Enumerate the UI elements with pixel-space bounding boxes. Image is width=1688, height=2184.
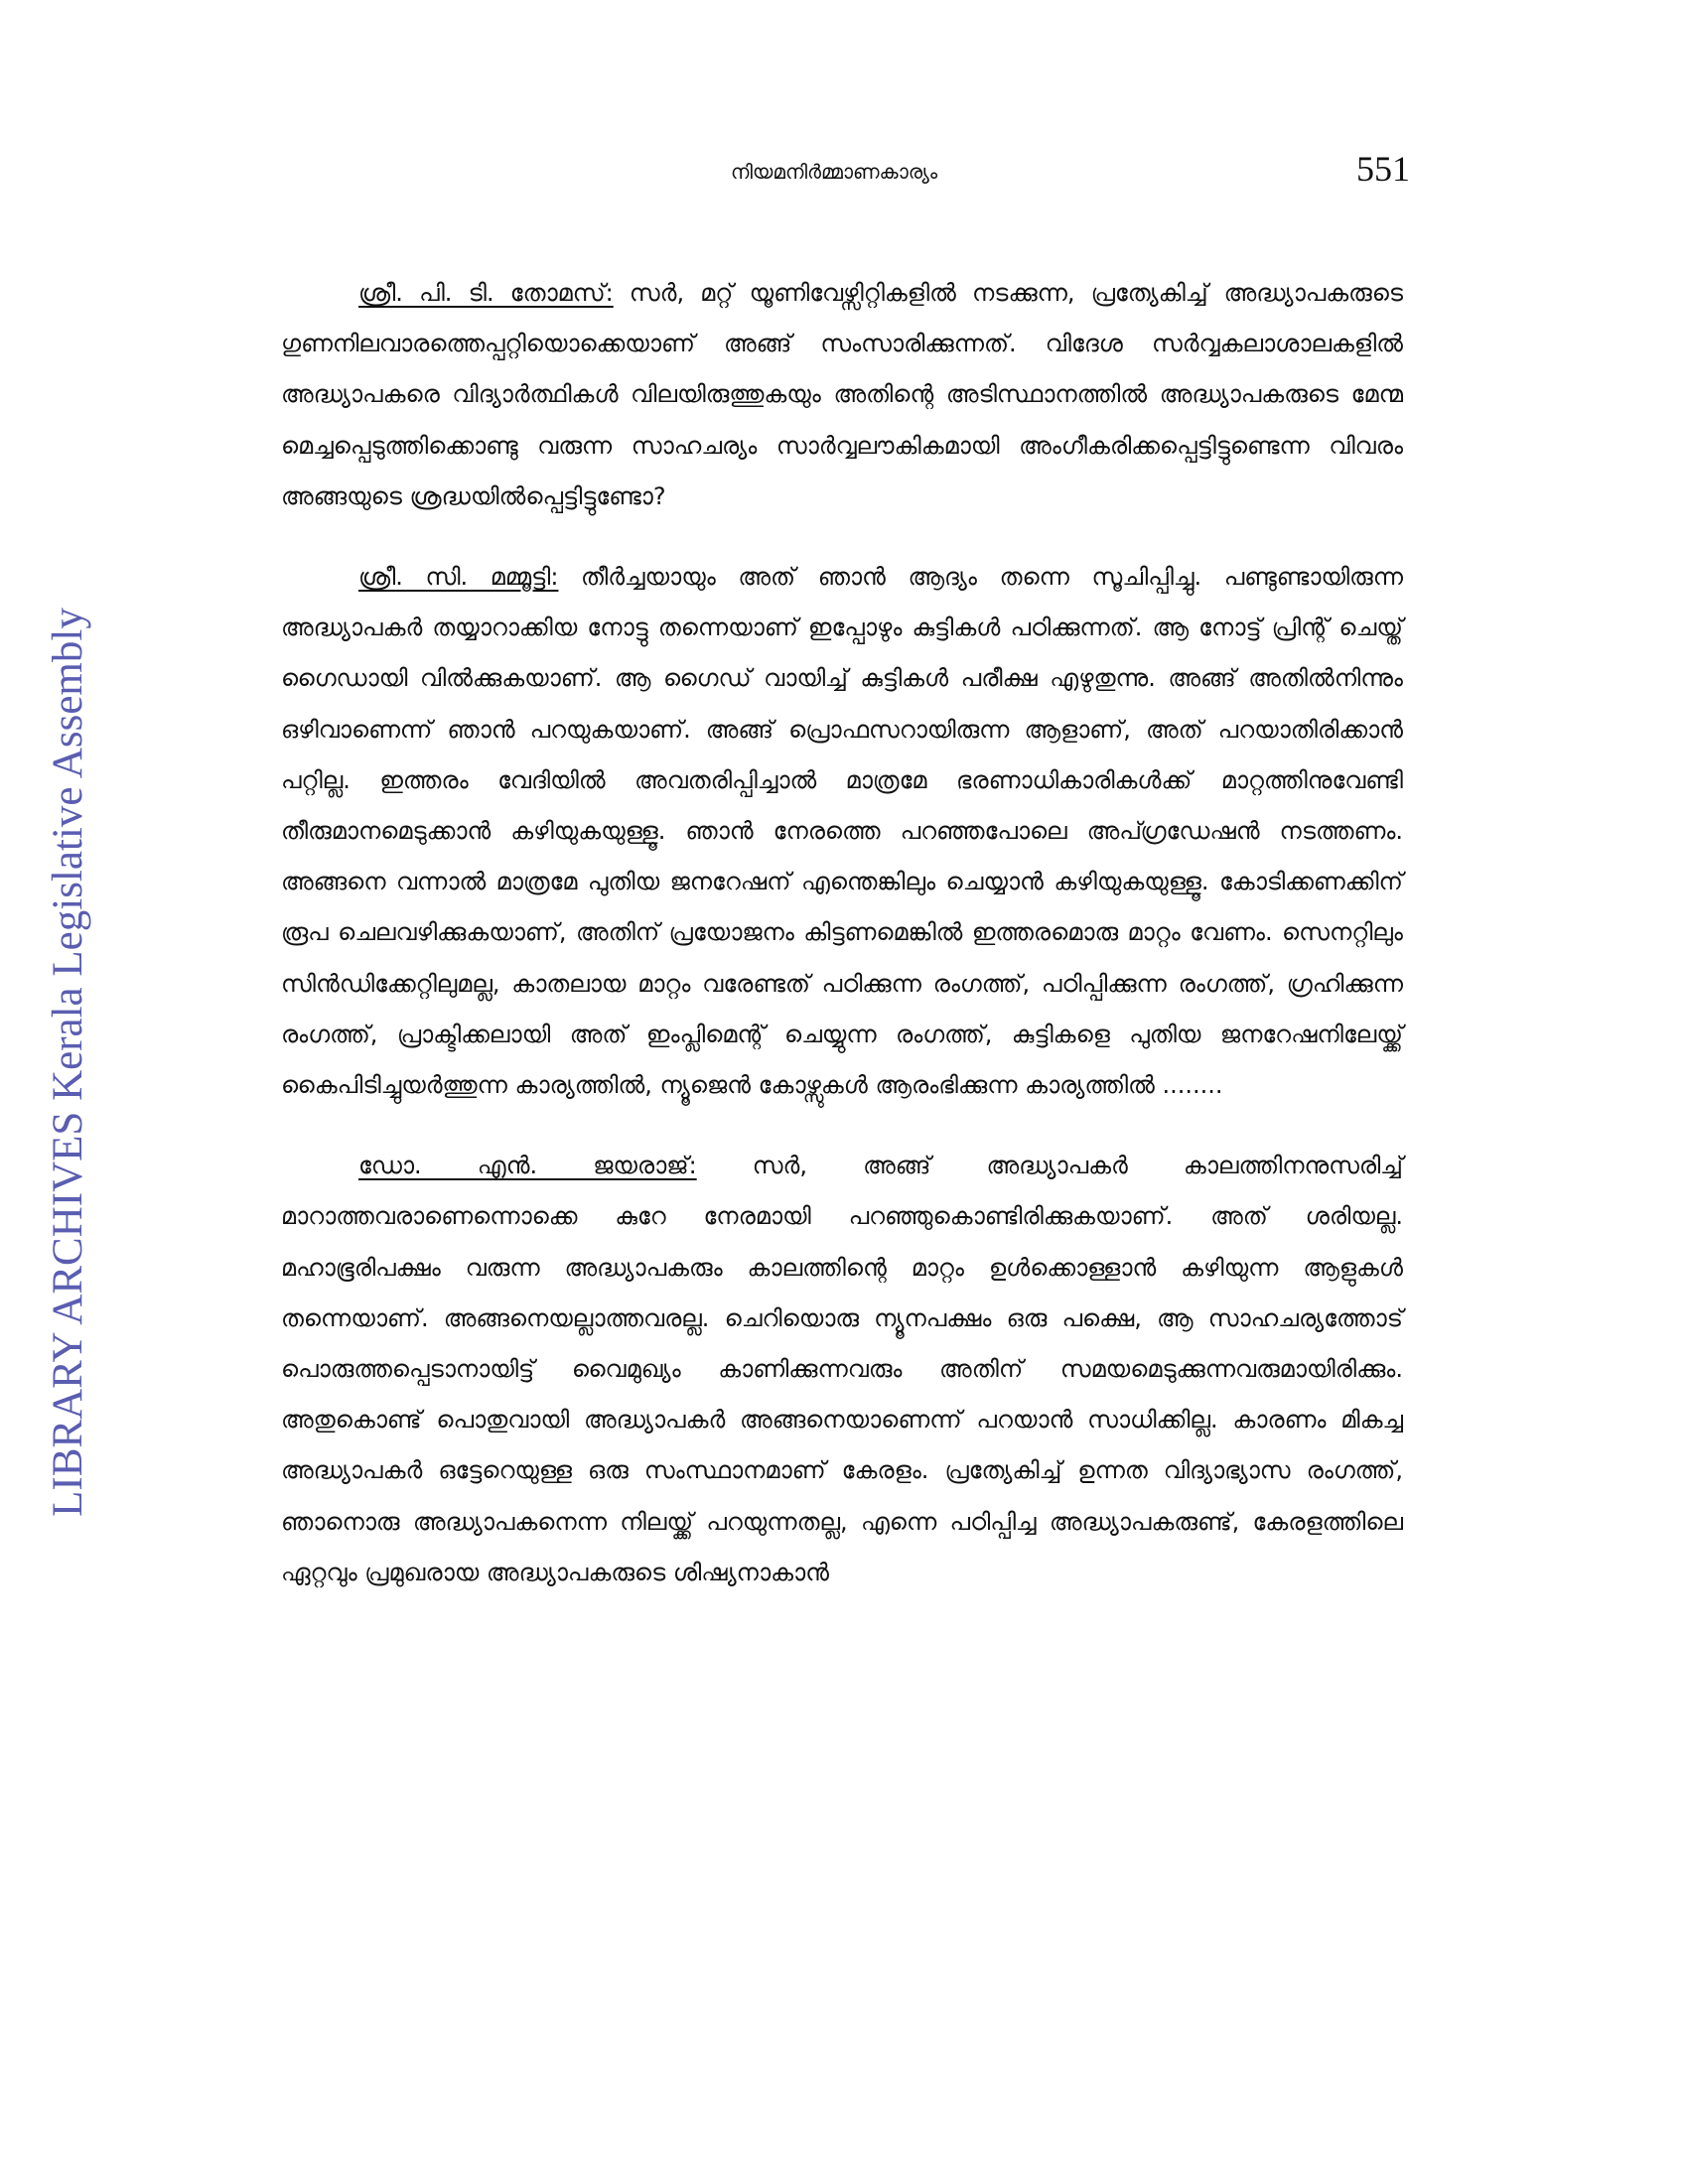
speech-text: തീർച്ചയായും അത് ഞാൻ ആദ്യം തന്നെ സൂചിപ്പിച്ചു. പണ്ടുണ്ടായിരുന്ന അദ്ധ്യാപകർ തയ്യാറാക്കിയ നോട്ടു തന്നെയാണ് ഇപ്പോഴും കുട്ടികൾ പഠിക്കുന്നത്. ആ നോട്ട് പ്രിന്റ് ചെയ്ത് ഗൈഡായി വിൽക്കുകയാണ്. ആ ഗൈഡ് വായിച്ച് കുട്ടികൾ പരീക്ഷ എഴുതുന്നു. അങ്ങ് അതിൽനിന്നും ഒഴിവാണെന്ന് ഞാൻ പറയുകയാണ്. അങ്ങ് പ്രൊഫസറായിരുന്ന ആളാണ്, അത് പറയാതിരിക്കാൻ പറ്റില്ല. ഇത്തരം വേദിയിൽ അവതരിപ്പിച്ചാൽ മാത്രമേ ഭരണാധികാരികൾക്ക് മാറ്റത്തിനുവേണ്ടി തീരുമാനമെടുക്കാൻ കഴിയുകയുള്ളൂ. ഞാൻ നേരത്തെ പറഞ്ഞപോലെ അപ്ഗ്രഡേഷൻ നടത്തണം. അങ്ങനെ വന്നാൽ മാത്രമേ പുതിയ ജനറേഷന് എന്തെങ്കിലും ചെയ്യാൻ കഴിയുകയുള്ളൂ. കോടിക്കണക്കിന് രൂപ ചെലവഴിക്കുകയാണ്, അതിന് പ്രയോജനം കിട്ടണമെങ്കിൽ ഇത്തരമൊരു മാറ്റം വേണം. സെനറ്റിലും സിൻഡിക്കേറ്റിലുമല്ല, കാതലായ മാറ്റം വരേണ്ടത് പഠിക്കുന്ന രംഗത്ത്, പഠിപ്പിക്കുന്ന രംഗത്ത്, ഗ്രഹിക്കുന്ന രംഗത്ത്, പ്രാക്ടിക്കലായി അത് ഇംപ്ലിമെന്റ് ചെയ്യുന്ന രംഗത്ത്, കുട്ടികളെ പുതിയ ജനറേഷനിലേയ്ക്ക് കൈപിടിച്ചുയർത്തുന്ന കാര്യത്തിൽ, ന്യൂജെൻ കോഴ്സുകൾ ആരംഭിക്കുന്ന കാര്യത്തിൽ ........ [281,563,1403,1100]
proceedings-text [281,268,1403,1598]
speech-text: സർ, മറ്റ് യൂണിവേഴ്സിറ്റികളിൽ നടക്കുന്ന, പ്രത്യേകിച്ച് അദ്ധ്യാപകരുടെ ഗുണനിലവാരത്തെപ്പറ്റിയൊക്കെയാണ് അങ്ങ് സംസാരിക്കുന്നത്. വിദേശ സർവ്വകലാശാലകളിൽ അദ്ധ്യാപകരെ വിദ്യാർത്ഥികൾ വിലയിരുത്തുകയും അതിന്റെ അടിസ്ഥാനത്തിൽ അദ്ധ്യാപകരുടെ മേന്മ മെച്ചപ്പെടുത്തിക്കൊണ്ടു വരുന്ന സാഹചര്യം സാർവ്വലൗകികമായി അംഗീകരിക്കപ്പെട്ടിട്ടുണ്ടെന്ന വിവരം അങ്ങയുടെ ശ്രദ്ധയിൽപ്പെട്ടിട്ടുണ്ടോ? [281,279,1403,510]
page-number: 551 [1356,149,1410,189]
speaker-name: ശ്രീ. പി. ടി. തോമസ്: [358,279,614,307]
speaker-name: ശ്രീ. സി. മമ്മൂട്ടി: [358,563,559,592]
speech-paragraph [281,268,1403,522]
speaker-name: ഡോ. എൻ. ജയരാജ്: [358,1152,697,1180]
running-header-title: നിയമനിർമ്മാണകാര്യം [730,160,938,184]
speech-paragraph [281,552,1403,1111]
speech-text: സർ, അങ്ങ് അദ്ധ്യാപകർ കാലത്തിനനുസരിച്ച് മാറാത്തവരാണെന്നൊക്കെ കുറേ നേരമായി പറഞ്ഞുകൊണ്ടിരിക്കുകയാണ്. അത് ശരിയല്ല. മഹാഭൂരിപക്ഷം വരുന്ന അദ്ധ്യാപകരും കാലത്തിന്റെ മാറ്റം ഉൾക്കൊള്ളാൻ കഴിയുന്ന ആളുകൾ തന്നെയാണ്. അങ്ങനെയല്ലാത്തവരല്ല. ചെറിയൊരു ന്യൂനപക്ഷം ഒരു പക്ഷെ, ആ സാഹചര്യത്തോട് പൊരുത്തപ്പെടാനായിട്ട് വൈമുഖ്യം കാണിക്കുന്നവരും അതിന് സമയമെടുക്കുന്നവരുമായിരിക്കും. അതുകൊണ്ട് പൊതുവായി അദ്ധ്യാപകർ അങ്ങനെയാണെന്ന് പറയാൻ സാധിക്കില്ല. കാരണം മികച്ച അദ്ധ്യാപകർ ഒട്ടേറെയുള്ള ഒരു സംസ്ഥാനമാണ് കേരളം. പ്രത്യേകിച്ച് ഉന്നത വിദ്യാഭ്യാസ രംഗത്ത്, ഞാനൊരു അദ്ധ്യാപകനെന്ന നിലയ്ക്ക് പറയുന്നതല്ല, എന്നെ പഠിപ്പിച്ച അദ്ധ്യാപകരുണ്ട്, കേരളത്തിലെ ഏറ്റവും പ്രമുഖരായ അദ്ധ്യാപകരുടെ ശിഷ്യനാകാൻ [281,1152,1403,1586]
archive-watermark: LIBRARY ARCHIVES Kerala Legislative Assembly [45,608,91,1517]
speech-paragraph [281,1141,1403,1598]
